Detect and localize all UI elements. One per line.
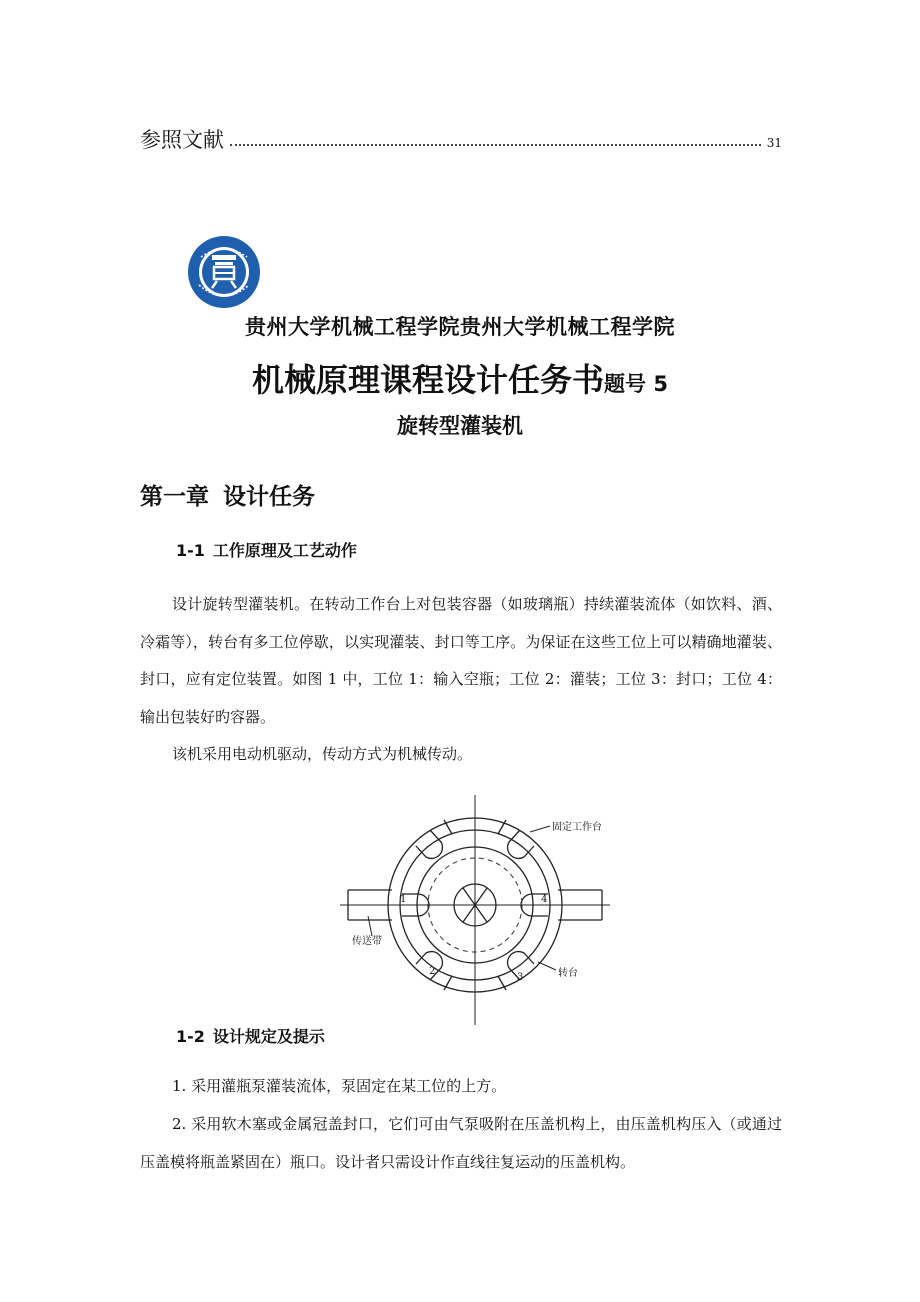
label-station-3: 3 — [517, 972, 524, 983]
toc-label: 参照文献 — [140, 128, 224, 152]
paragraph: 1. 采用灌瓶泵灌装流体，泵固定在某工位的上方。 — [172, 1077, 507, 1095]
university-logo — [187, 235, 261, 309]
label-station-1: 1 — [400, 894, 407, 905]
section-heading — [176, 538, 357, 561]
section-number: 1-1 — [176, 541, 205, 560]
turntable-diagram — [340, 790, 610, 1030]
subtitle: 旋转型灌装机 — [397, 414, 523, 438]
page-title — [0, 355, 920, 401]
label-station-4: 4 — [541, 894, 548, 905]
label-conveyor: 传送带 — [352, 936, 382, 947]
chapter-number: 第一章 — [140, 484, 209, 510]
paragraph: 该机采用电动机驱动，传动方式为机械传动。 — [172, 745, 473, 763]
label-fixed-table: 固定工作台 — [552, 822, 602, 833]
section-title: 工作原理及工艺动作 — [212, 541, 357, 560]
toc-entry[interactable] — [140, 120, 782, 154]
title-suffix: 题号 5 — [604, 372, 668, 396]
paragraph: 2. 采用软木塞或金属冠盖封口，它们可由气泵吸附在压盖机构上，由压盖机构压入（或通过压盖模将瓶盖紧固在）瓶口。设计者只需设计作直线往复运动的压盖机构。 — [140, 1115, 782, 1171]
title-main: 机械原理课程设计任务书 — [252, 361, 605, 399]
label-station-2: 2 — [429, 966, 436, 977]
school-name: 贵州大学机械工程学院贵州大学机械工程学院 — [245, 315, 675, 339]
chapter-heading — [140, 478, 315, 511]
label-turntable: 转台 — [558, 968, 578, 979]
section-title: 设计规定及提示 — [212, 1027, 325, 1046]
chapter-title: 设计任务 — [223, 484, 315, 510]
paragraph: 设计旋转型灌装机。在转动工作台上对包装容器（如玻璃瓶）持续灌装流体（如饮料、酒、冷霜等），转台有多工位停歇，以实现灌装、封口等工序。为保证在这些工位上可以精确地灌装、封口，应有定位装置。如图 1 中，工位 1：输入空瓶；工位 2：灌装；工位 3：封口；工位 4：输出包装好旳容器。 — [140, 595, 782, 726]
toc-page-number: 31 — [766, 136, 782, 150]
toc-leader-dots — [230, 144, 761, 146]
section-number: 1-2 — [176, 1027, 205, 1046]
section-heading — [176, 1024, 325, 1047]
